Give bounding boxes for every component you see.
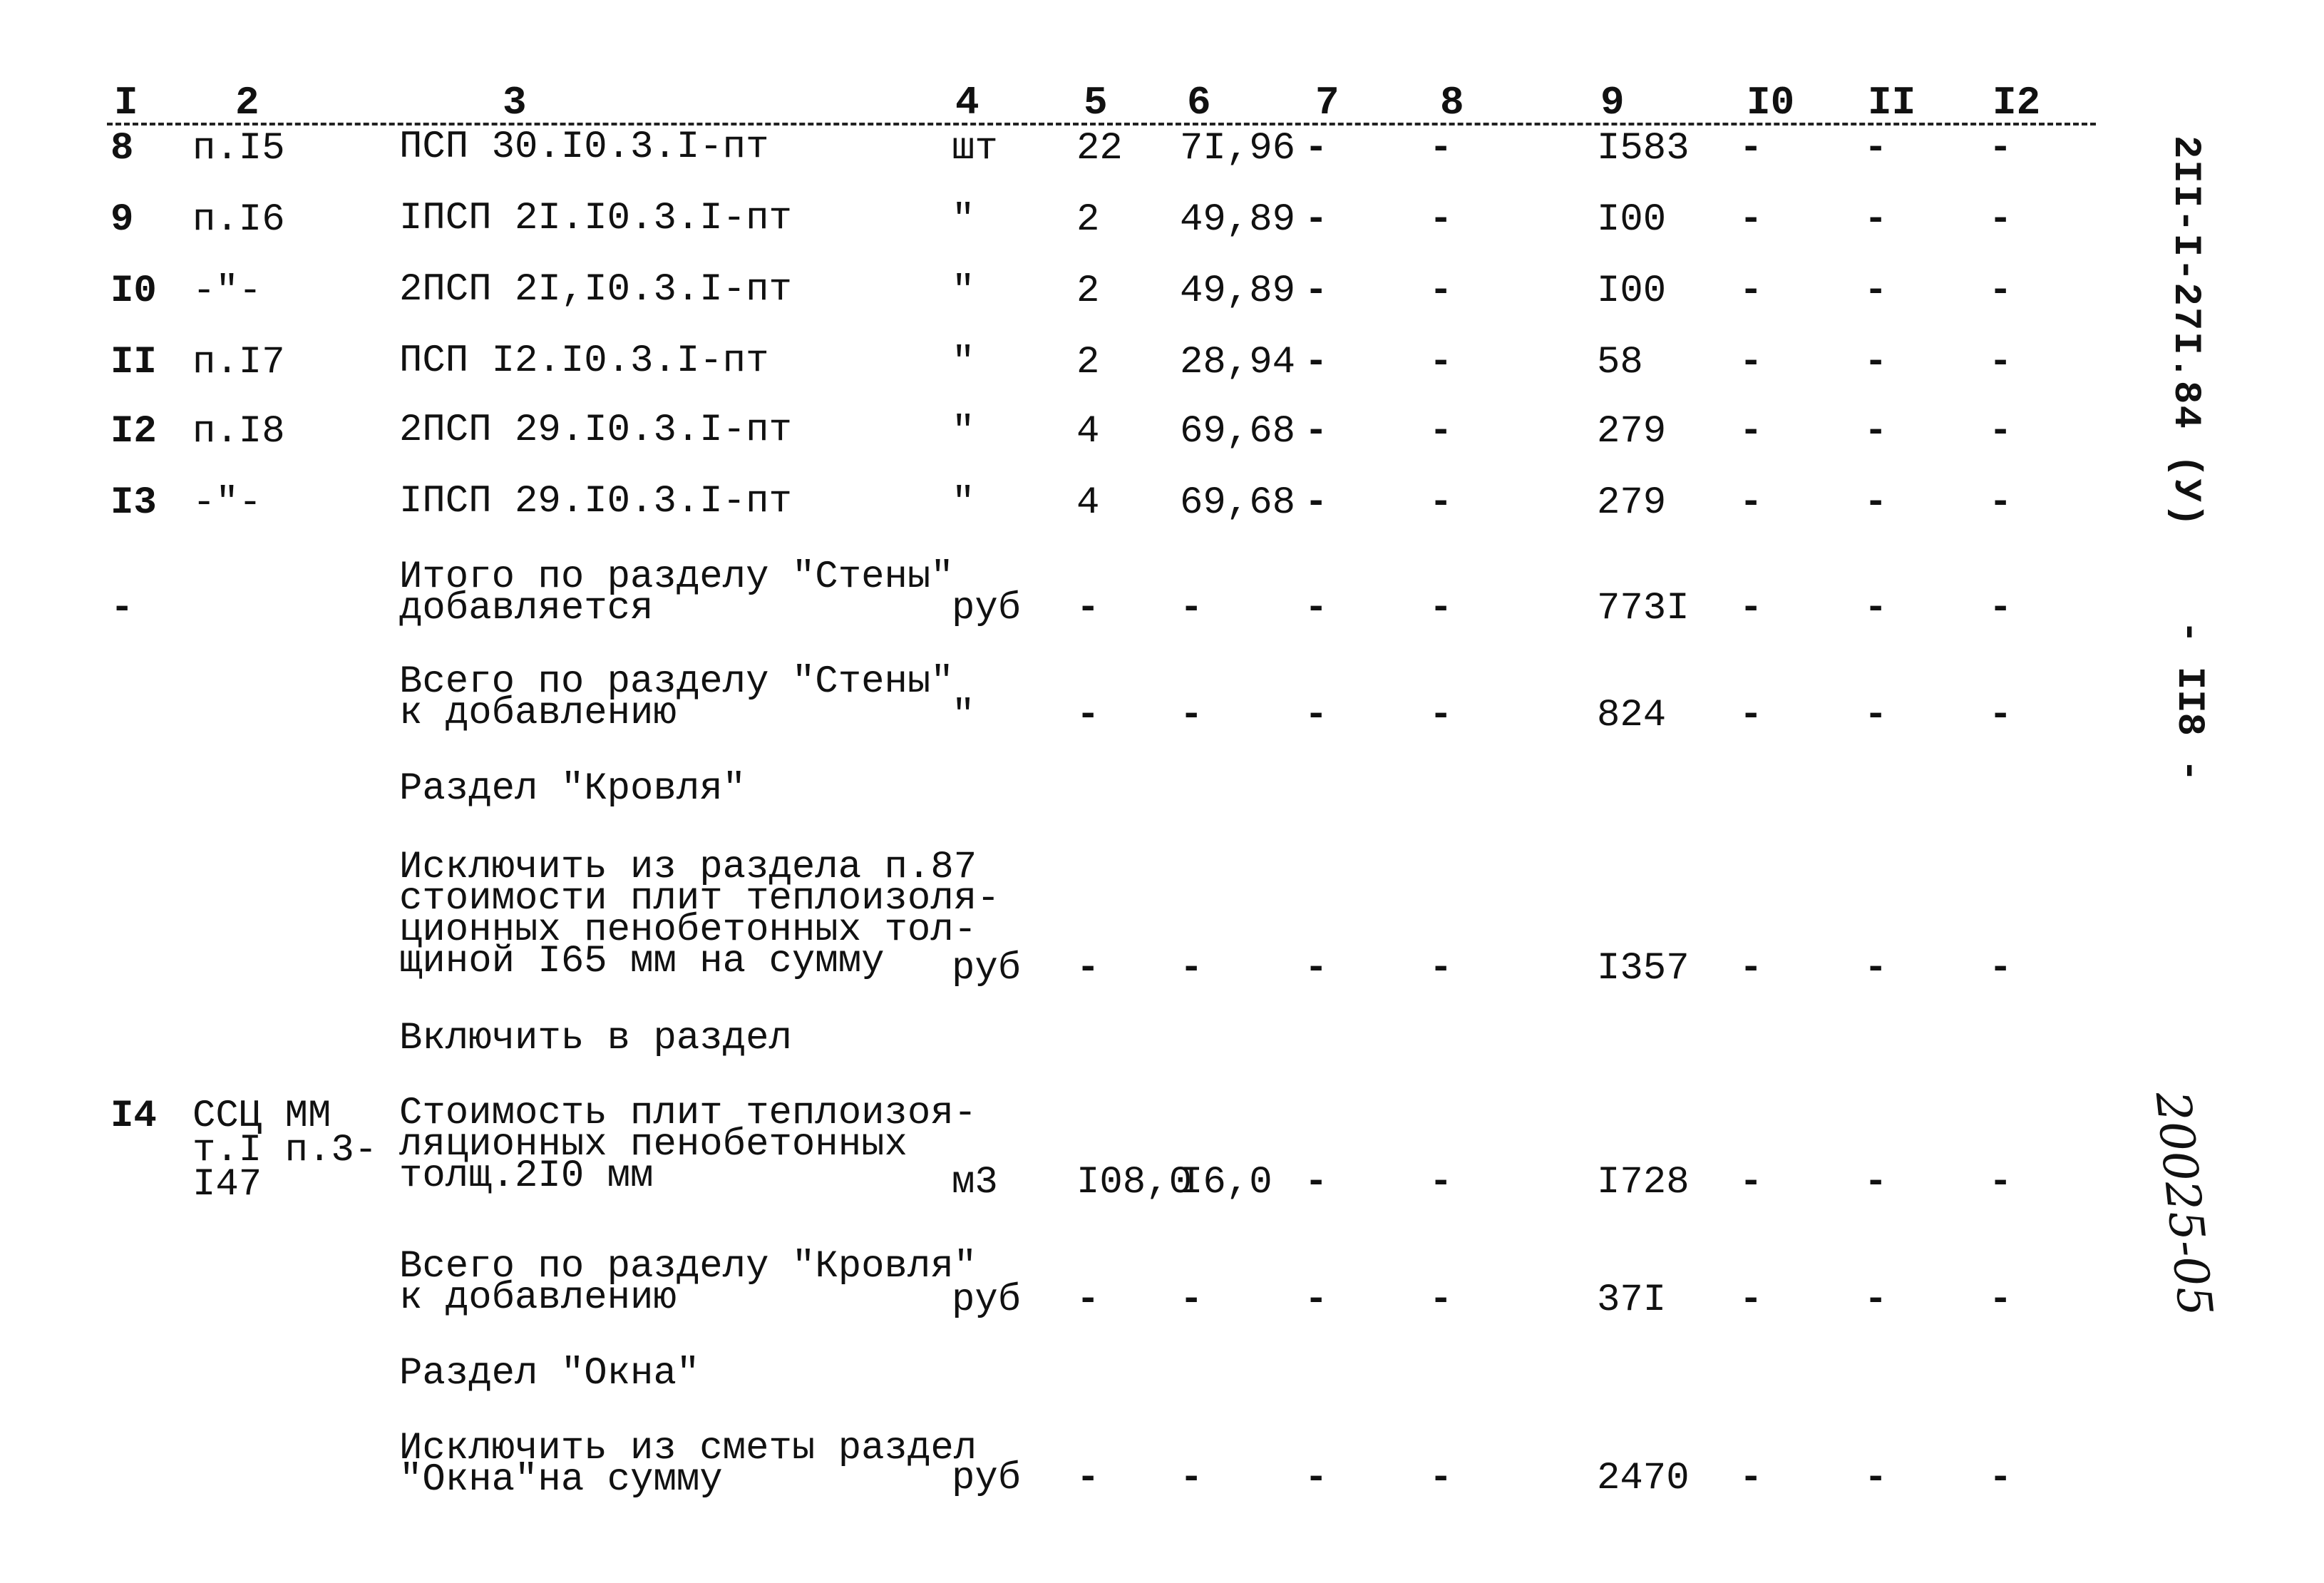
reference-cell: п.I7 (192, 341, 285, 384)
unit-cell: " (952, 198, 975, 242)
col7-cell: - (1305, 198, 1328, 242)
total-cell: I00 (1597, 198, 1667, 242)
col12-cell: - (1989, 481, 2012, 525)
document-code: 2II-I-27I.84 (У) (2164, 135, 2207, 528)
reference-cell: п.I5 (192, 127, 285, 170)
col7-cell: - (1305, 694, 1328, 737)
col12-cell: - (1989, 341, 2012, 384)
description-cell: IПСП 2I.I0.3.I-пт (399, 197, 792, 240)
col11-cell: - (1864, 587, 1888, 630)
col11-cell: - (1864, 694, 1888, 737)
price-cell: 69,68 (1180, 410, 1296, 454)
col7-cell: - (1305, 947, 1328, 990)
unit-cell: руб (952, 1457, 1022, 1500)
column-header-5: 5 (1084, 80, 1108, 125)
col8-cell: - (1429, 410, 1453, 454)
col11-cell: - (1864, 341, 1888, 384)
price-cell: I6,0 (1180, 1161, 1272, 1204)
price-cell: 49,89 (1180, 270, 1296, 313)
col8-cell: - (1429, 1279, 1453, 1322)
description-cell: ПСП 30.I0.3.I-пт (399, 125, 769, 169)
price-cell: 7I,96 (1180, 127, 1296, 170)
col12-cell: - (1989, 1161, 2012, 1204)
total-cell: 279 (1597, 481, 1667, 525)
col7-cell: - (1305, 1279, 1328, 1322)
col8-cell: - (1429, 481, 1453, 525)
row-number: II (110, 341, 157, 384)
col8-cell: - (1429, 947, 1453, 990)
col12-cell: - (1989, 198, 2012, 242)
col12-cell: - (1989, 694, 2012, 737)
quantity-cell: - (1076, 587, 1100, 630)
quantity-cell: 4 (1076, 410, 1100, 454)
column-header-8: 8 (1440, 80, 1464, 125)
col12-cell: - (1989, 947, 2012, 990)
unit-cell: " (952, 270, 975, 313)
description-cell: Всего по разделу "Стены" к добавлению (399, 660, 954, 735)
price-cell: - (1180, 1457, 1203, 1500)
col10-cell: - (1739, 127, 1763, 170)
reference-cell: -"- (192, 481, 262, 525)
row-number: 9 (110, 198, 134, 242)
total-cell: 824 (1597, 694, 1667, 737)
quantity-cell: 2 (1076, 198, 1100, 242)
price-cell: - (1180, 694, 1203, 737)
col10-cell: - (1739, 947, 1763, 990)
quantity-cell: I08,0 (1076, 1161, 1193, 1204)
col8-cell: - (1429, 694, 1453, 737)
unit-cell: м3 (952, 1161, 998, 1204)
description-cell: Исключить из раздела п.87 стоимости плит теплоизоля- ционных пенобетонных тол- щиной I65 мм на сумму (399, 846, 1000, 983)
col7-cell: - (1305, 1161, 1328, 1204)
col11-cell: - (1864, 127, 1888, 170)
col12-cell: - (1989, 1279, 2012, 1322)
col11-cell: - (1864, 1279, 1888, 1322)
description-cell: Раздел "Кровля" (399, 767, 746, 811)
total-cell: I00 (1597, 270, 1667, 313)
total-cell: I728 (1597, 1161, 1690, 1204)
col10-cell: - (1739, 270, 1763, 313)
unit-cell: " (952, 341, 975, 384)
total-cell: I583 (1597, 127, 1690, 170)
price-cell: 49,89 (1180, 198, 1296, 242)
handwritten-number: 20025-05 (2144, 1088, 2223, 1319)
col12-cell: - (1989, 127, 2012, 170)
column-header-7: 7 (1315, 80, 1340, 125)
col7-cell: - (1305, 127, 1328, 170)
col10-cell: - (1739, 587, 1763, 630)
quantity-cell: 22 (1076, 127, 1123, 170)
quantity-cell: - (1076, 1279, 1100, 1322)
unit-cell: " (952, 694, 975, 737)
col10-cell: - (1739, 694, 1763, 737)
col8-cell: - (1429, 198, 1453, 242)
price-cell: - (1180, 1279, 1203, 1322)
column-header-4: 4 (955, 80, 980, 125)
col11-cell: - (1864, 410, 1888, 454)
page-number: - II8 - (2167, 620, 2211, 782)
row-number: I2 (110, 410, 157, 454)
column-header-3: 3 (503, 80, 527, 125)
column-header-10: I0 (1747, 80, 1795, 125)
total-cell: 279 (1597, 410, 1667, 454)
description-cell: Итого по разделу "Стены" добавляется (399, 555, 954, 630)
total-cell: 37I (1597, 1279, 1667, 1322)
col11-cell: - (1864, 947, 1888, 990)
col7-cell: - (1305, 481, 1328, 525)
column-header-12: I2 (1993, 80, 2041, 125)
reference-cell: -"- (192, 270, 262, 313)
quantity-cell: 2 (1076, 341, 1100, 384)
total-cell: I357 (1597, 947, 1690, 990)
column-header-9: 9 (1600, 80, 1625, 125)
col10-cell: - (1739, 1161, 1763, 1204)
row-number: I3 (110, 481, 157, 525)
column-header-6: 6 (1187, 80, 1211, 125)
col10-cell: - (1739, 198, 1763, 242)
description-cell: Раздел "Окна" (399, 1352, 700, 1395)
col8-cell: - (1429, 127, 1453, 170)
col8-cell: - (1429, 341, 1453, 384)
col12-cell: - (1989, 1457, 2012, 1500)
quantity-cell: - (1076, 947, 1100, 990)
col8-cell: - (1429, 1161, 1453, 1204)
col10-cell: - (1739, 1279, 1763, 1322)
unit-cell: руб (952, 947, 1022, 990)
quantity-cell: 4 (1076, 481, 1100, 525)
unit-cell: " (952, 481, 975, 525)
col7-cell: - (1305, 410, 1328, 454)
col7-cell: - (1305, 1457, 1328, 1500)
col10-cell: - (1739, 481, 1763, 525)
price-cell: - (1180, 587, 1203, 630)
total-cell: 773I (1597, 587, 1690, 630)
description-cell: Исключить из сметы раздел "Окна"на сумму (399, 1427, 977, 1502)
col11-cell: - (1864, 1457, 1888, 1500)
row-number: - (110, 587, 134, 630)
col10-cell: - (1739, 341, 1763, 384)
col8-cell: - (1429, 587, 1453, 630)
column-header-2: 2 (235, 80, 259, 125)
unit-cell: шт (952, 127, 998, 170)
column-header-11: II (1868, 80, 1916, 125)
row-number: I4 (110, 1095, 157, 1138)
col12-cell: - (1989, 587, 2012, 630)
col12-cell: - (1989, 410, 2012, 454)
row-number: I0 (110, 270, 157, 313)
quantity-cell: - (1076, 694, 1100, 737)
quantity-cell: - (1076, 1457, 1100, 1500)
col12-cell: - (1989, 270, 2012, 313)
description-cell: Включить в раздел (399, 1017, 792, 1060)
unit-cell: руб (952, 587, 1022, 630)
col8-cell: - (1429, 270, 1453, 313)
description-cell: Стоимость плит теплоизоя- ляционных пенобетонных толщ.2I0 мм (399, 1092, 977, 1198)
description-cell: IПСП 29.I0.3.I-пт (399, 480, 792, 523)
reference-cell: ССЦ ММ т.I п.3- I47 (192, 1095, 378, 1207)
col11-cell: - (1864, 198, 1888, 242)
unit-cell: руб (952, 1279, 1022, 1322)
col7-cell: - (1305, 341, 1328, 384)
price-cell: 28,94 (1180, 341, 1296, 384)
col11-cell: - (1864, 270, 1888, 313)
reference-cell: п.I8 (192, 410, 285, 454)
price-cell: 69,68 (1180, 481, 1296, 525)
description-cell: 2ПСП 29.I0.3.I-пт (399, 409, 792, 452)
col10-cell: - (1739, 1457, 1763, 1500)
col7-cell: - (1305, 270, 1328, 313)
row-number: 8 (110, 127, 134, 170)
reference-cell: п.I6 (192, 198, 285, 242)
column-header-1: I (114, 80, 138, 125)
description-cell: Всего по разделу "Кровля" к добавлению (399, 1245, 977, 1320)
col7-cell: - (1305, 587, 1328, 630)
price-cell: - (1180, 947, 1203, 990)
col11-cell: - (1864, 481, 1888, 525)
total-cell: 58 (1597, 341, 1643, 384)
col10-cell: - (1739, 410, 1763, 454)
unit-cell: " (952, 410, 975, 454)
description-cell: 2ПСП 2I,I0.3.I-пт (399, 268, 792, 312)
col11-cell: - (1864, 1161, 1888, 1204)
quantity-cell: 2 (1076, 270, 1100, 313)
description-cell: ПСП I2.I0.3.I-пт (399, 339, 769, 383)
col8-cell: - (1429, 1457, 1453, 1500)
total-cell: 2470 (1597, 1457, 1690, 1500)
